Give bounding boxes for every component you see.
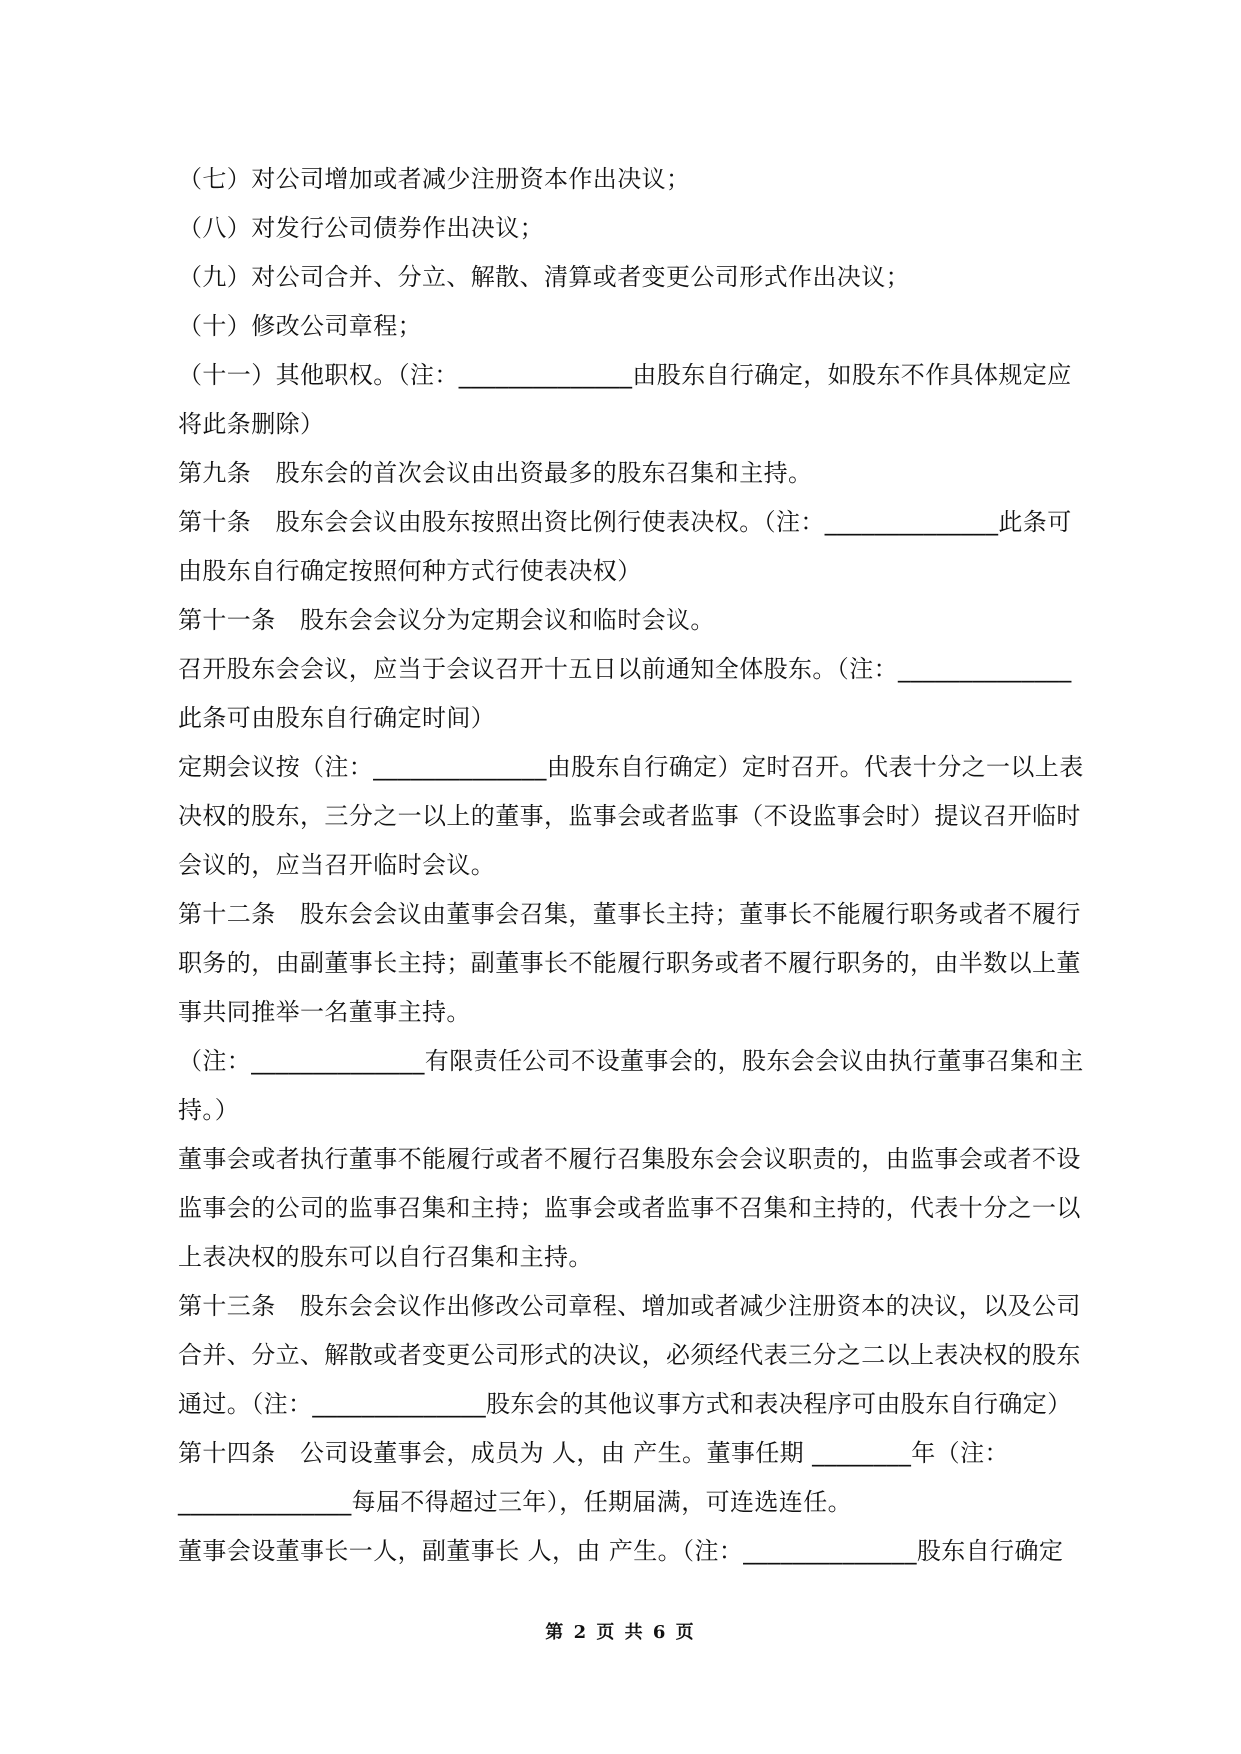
article-11: 第十一条 股东会会议分为定期会议和临时会议。 [178,606,715,634]
clause-10: （十）修改公司章程； [178,312,422,340]
regular-meeting-paragraph: 定期会议按（注：______________由股东自行确定）定时召开。代表十分之一以上表决权的股东，三分之一以上的董事，监事会或者监事（不设监事会时）提议召开临时会议的，应当召开临时会议。 [178,753,1084,879]
clause-8: （八）对发行公司债券作出决议； [178,214,544,242]
clause-9: （九）对公司合并、分立、解散、清算或者变更公司形式作出决议； [178,263,910,291]
article-9: 第九条 股东会的首次会议由出资最多的股东召集和主持。 [178,459,813,487]
article-12-note: （注：______________有限责任公司不设董事会的，股东会会议由执行董事召集和主持。） [178,1047,1084,1124]
article-14: 第十四条 公司设董事会，成员为 人，由 产生。董事任期 ________年（注：______________每届不得超过三年），任期届满，可连选连任。 [178,1439,1009,1516]
convening-failure-paragraph: 董事会或者执行董事不能履行或者不履行召集股东会会议职责的，由监事会或者不设监事会的公司的监事召集和主持；监事会或者监事不召集和主持的，代表十分之一以上表决权的股东可以自行召集和主持。 [178,1145,1081,1271]
clause-11: （十一）其他职权。（注：______________由股东自行确定，如股东不作具体规定应将此条删除） [178,361,1072,438]
page-number-footer: 第 2 页 共 6 页 [545,1622,696,1643]
clause-7: （七）对公司增加或者减少注册资本作出决议； [178,165,691,193]
article-10: 第十条 股东会会议由股东按照出资比例行使表决权。（注：______________此条可由股东自行确定按照何种方式行使表决权） [178,508,1072,585]
article-13: 第十三条 股东会会议作出修改公司章程、增加或者减少注册资本的决议，以及公司合并、分立、解散或者变更公司形式的决议，必须经代表三分之二以上表决权的股东通过。（注：______________股东会的其他议事方式和表决程序可由股东自行确定） [178,1292,1081,1418]
chairman-paragraph: 董事会设董事长一人，副董事长 人，由 产生。（注：______________股东自行确定 [178,1537,1064,1565]
document-body [178,155,1084,1576]
article-12: 第十二条 股东会会议由董事会召集，董事长主持；董事长不能履行职务或者不履行职务的，由副董事长主持；副董事长不能履行职务或者不履行职务的，由半数以上董事共同推举一名董事主持。 [178,900,1081,1026]
meeting-notice-paragraph: 召开股东会会议，应当于会议召开十五日以前通知全体股东。（注：______________此条可由股东自行确定时间） [178,655,1072,732]
